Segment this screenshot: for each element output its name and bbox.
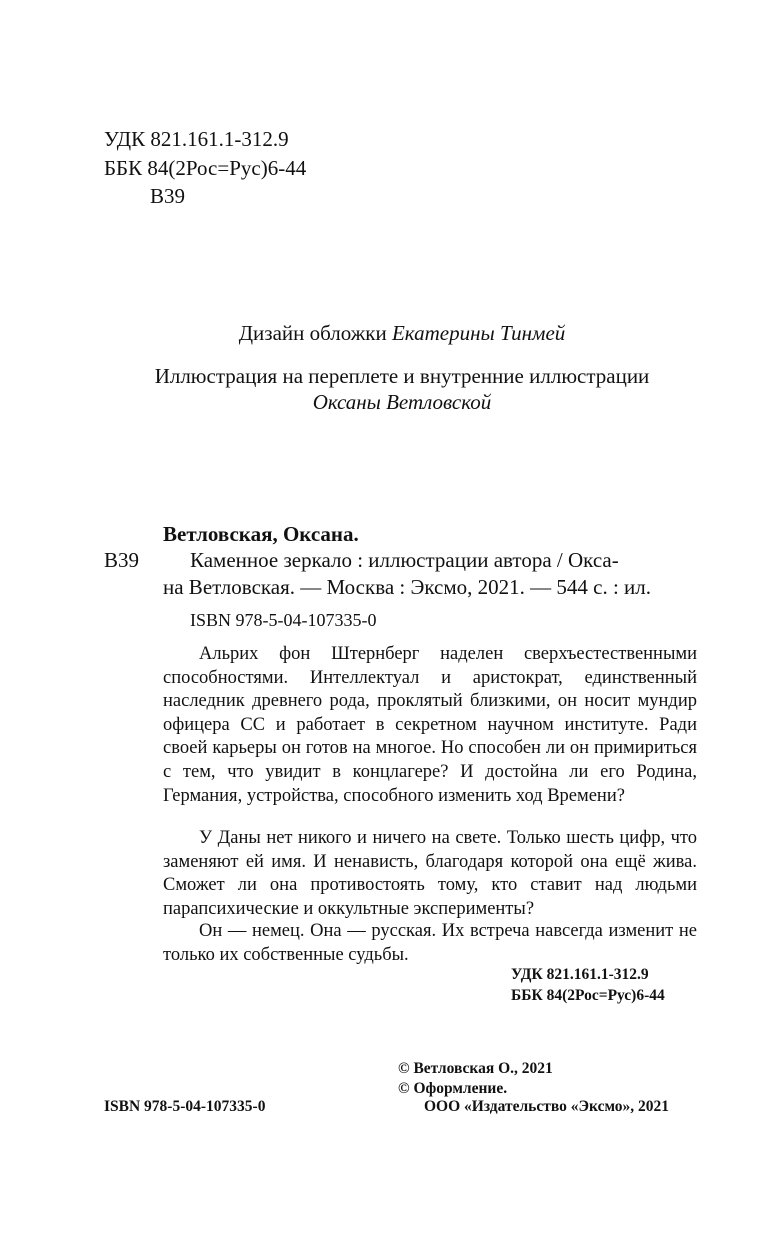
copyright-author: © Ветловская О., 2021 bbox=[398, 1060, 553, 1077]
isbn-record: ISBN 978-5-04-107335-0 bbox=[190, 610, 377, 630]
annotation-paragraph-2: У Даны нет никого и ничего на свете. Только шесть цифр, что заменяют ей имя. И ненависть, благодаря которой она ещё жива. Сможет ли она противостоять тому, кто ставит над людьми парапсихические и оккультные эксперименты? bbox=[163, 828, 697, 919]
cover-design-credit bbox=[0, 319, 768, 347]
udk-code-bottom: УДК 821.161.1-312.9 bbox=[511, 966, 649, 983]
bib-line-2: на Ветловская. — Москва : Эксмо, 2021. — 544 с. : ил. bbox=[163, 575, 652, 599]
illustration-credit-line: Иллюстрация на переплете и внутренние иллюстрации bbox=[154, 364, 650, 388]
bib-line-1: Каменное зеркало : иллюстрации автора / Окса- bbox=[190, 548, 619, 572]
copyright-design: © Оформление. bbox=[398, 1080, 508, 1097]
author-sign-top: В39 bbox=[150, 184, 186, 208]
author-sign: В39 bbox=[104, 548, 140, 572]
bbk-code-bottom: ББК 84(2Рос=Рус)6-44 bbox=[511, 987, 665, 1004]
cover-design-prefix: Дизайн обложки bbox=[238, 321, 387, 345]
isbn-footer: ISBN 978-5-04-107335-0 bbox=[104, 1098, 266, 1115]
udk-code-top: УДК 821.161.1-312.9 bbox=[104, 127, 289, 151]
illustrator-name bbox=[0, 388, 768, 416]
annotation-paragraph-1: Альрих фон Штернберг наделен сверхъестественными способностями. Интеллектуал и аристократ, единственный наследник древнего рода, проклятый близкими, он носит мундир офицера СС и работает в секретном научном институте. Ради своей карьеры он готов на многое. Но способен ли он примириться с тем, что увидит в концлагере? И достойна ли его Родина, Германия, устройства, способного изменить ход Времени? bbox=[163, 644, 697, 806]
cover-designer-name: Екатерины Тинмей bbox=[391, 321, 566, 345]
bbk-code-top: ББК 84(2Рос=Рус)6-44 bbox=[104, 156, 307, 180]
illustrator-name-text: Оксаны Ветловской bbox=[312, 390, 492, 414]
copyright-publisher: ООО «Издательство «Эксмо», 2021 bbox=[424, 1098, 670, 1115]
annotation-paragraph-3: Он — немец. Она — русская. Их встреча навсегда изменит не только их собственные судьбы. bbox=[163, 921, 697, 965]
author-heading: Ветловская, Оксана. bbox=[163, 522, 359, 546]
